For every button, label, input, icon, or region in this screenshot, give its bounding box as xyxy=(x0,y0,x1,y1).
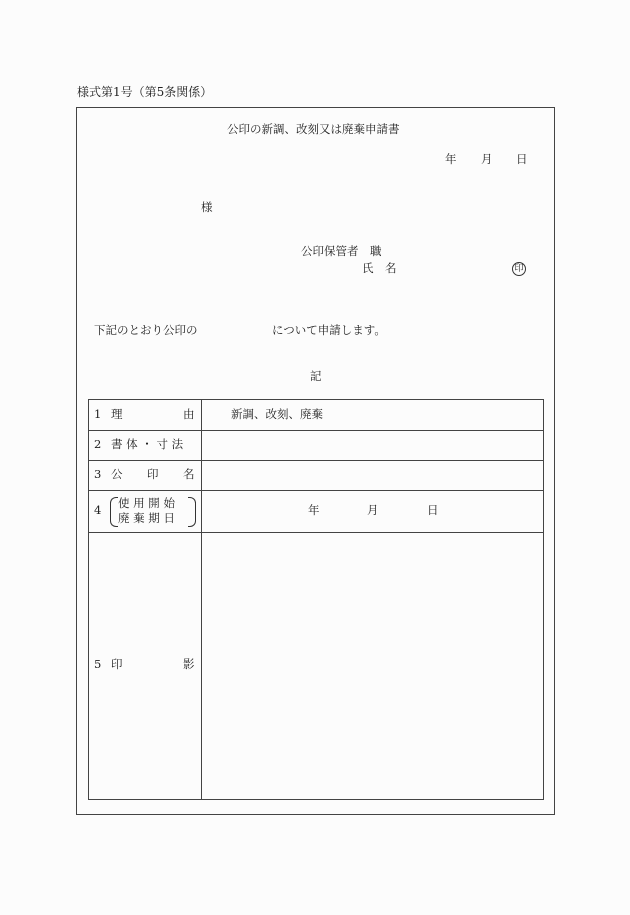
row4-month-label: 月 xyxy=(367,503,379,517)
row4-left-bracket xyxy=(110,497,118,527)
row5-label-part1: 印 xyxy=(111,657,123,671)
row3-label-part3: 名 xyxy=(183,467,195,481)
custodian-title-label: 公印保管者 職 xyxy=(301,244,382,258)
note-heading: 記 xyxy=(310,369,322,383)
date-day-label: 日 xyxy=(516,152,528,166)
row2-label: 書 体 ・ 寸 法 xyxy=(111,437,184,451)
row1-number: 1 xyxy=(94,407,102,421)
row4-number: 4 xyxy=(94,503,102,517)
row3-label-part2: 印 xyxy=(147,467,159,481)
row3-label-part1: 公 xyxy=(111,467,123,481)
row4-year-label: 年 xyxy=(308,503,320,517)
row-divider xyxy=(89,460,543,461)
name-label: 氏 名 xyxy=(362,261,397,275)
row4-label-line1: 使 用 開 始 xyxy=(118,496,175,510)
row-divider xyxy=(89,532,543,533)
row4-right-bracket xyxy=(188,497,196,527)
row2-number: 2 xyxy=(94,437,102,451)
row1-label-part2: 由 xyxy=(183,407,195,421)
row-divider xyxy=(89,490,543,491)
row1-value: 新調、改刻、廃棄 xyxy=(231,407,323,421)
seal-mark-icon: 印 xyxy=(512,262,526,276)
row-divider xyxy=(89,430,543,431)
form-number: 様式第1号（第5条関係） xyxy=(77,85,213,99)
row4-day-label: 日 xyxy=(427,503,439,517)
row3-number: 3 xyxy=(94,467,102,481)
details-table xyxy=(88,399,544,800)
row1-label-part1: 理 xyxy=(111,407,123,421)
form-title: 公印の新調、改刻又は廃棄申請書 xyxy=(227,122,400,136)
row5-number: 5 xyxy=(94,657,102,671)
addressee-suffix: 様 xyxy=(201,200,213,214)
request-text-prefix: 下記のとおり公印の xyxy=(94,323,198,337)
date-year-label: 年 xyxy=(445,152,457,166)
date-month-label: 月 xyxy=(481,152,493,166)
request-text-suffix: について申請します。 xyxy=(272,323,386,337)
row5-label-part2: 影 xyxy=(183,657,195,671)
row4-label-line2: 廃 棄 期 日 xyxy=(118,511,175,525)
